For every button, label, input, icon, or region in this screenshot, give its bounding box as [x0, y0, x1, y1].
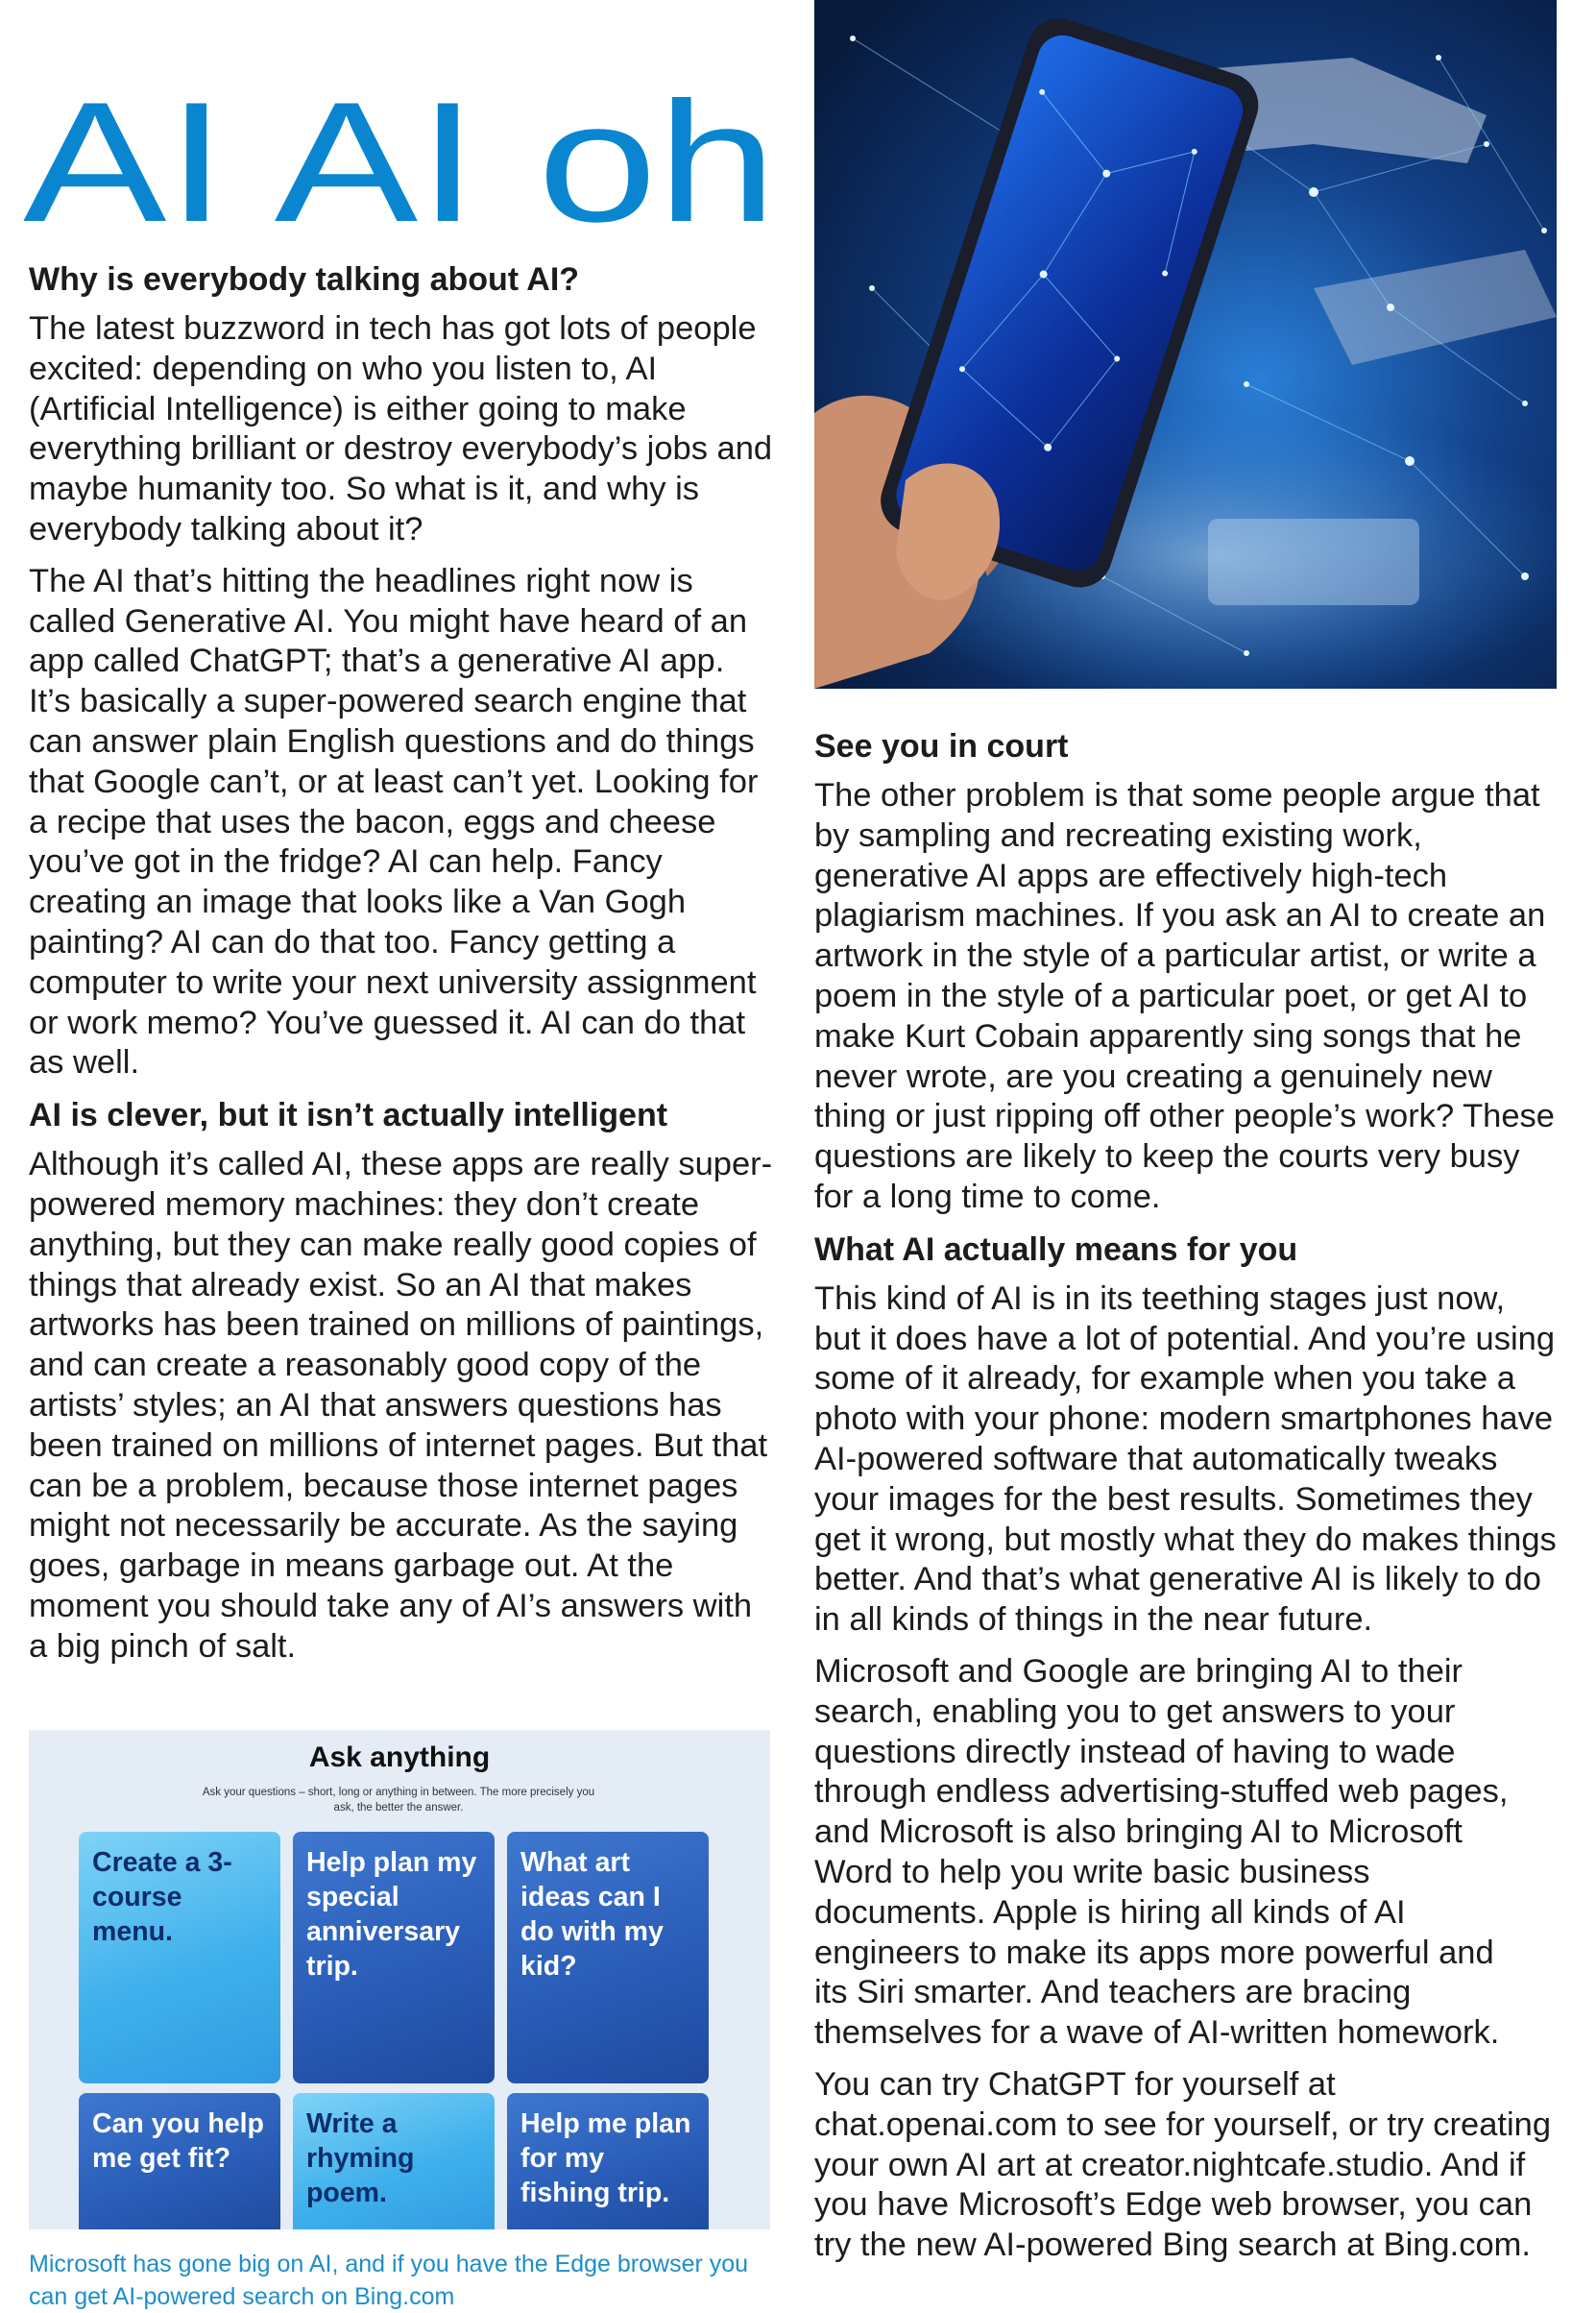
paragraph-try-chatgpt: You can try ChatGPT for yourself at chat.openai.com to see for yourself, or try creating your own AI art at creator.nightcafe.studio. And if you have Microsoft’s Edge web browser, you can try the new AI-powered Bing search at Bing.com. [814, 2065, 1552, 2264]
prompt-tile-3-course-menu[interactable]: Create a 3-course menu. [79, 1832, 280, 2083]
heading-clever-not-intelligent: AI is clever, but it isn’t actually intelligent [29, 1097, 668, 1134]
paragraph-memory-machines: Although it’s called AI, these apps are really super-powered memory machines: they don’t create anything, but they can make really good copies of things that already exist. So an AI that makes artworks has been trained on millions of paintings, and can create a reasonably good copy of the artists’ styles; an AI that answers questions has been trained on millions of internet pages. But that can be a problem, because those internet pages might not necessarily be accurate. As the saying goes, garbage in means garbage out. At the moment you should take any of AI’s answers with a big pinch of salt. [29, 1146, 773, 1665]
ask-anything-subtitle: Ask your questions – short, long or anything in between. The more precisely you ask, the better the answer. [202, 1787, 595, 1814]
paragraph-microsoft-google: Microsoft and Google are bringing AI to their search, enabling you to get answers to your questions directly instead of having to wade through endless advertising-stuffed web pages, and Microsoft is also bringing AI to Microsoft Word to help you write basic business documents. Apple is hiring all kinds of AI engineers to make its apps more powerful and its Siri smarter. And teachers are bracing themselves for a wave of AI-written homework. [814, 1652, 1509, 2052]
prompt-tile-get-fit[interactable]: Can you help me get fit? [79, 2093, 280, 2229]
paragraph-teething-stages: This kind of AI is in its teething stages just now, but it does have a lot of potential. And you’re using some of it already, for example when you take a photo with your phone: modern smartphones have AI-powered software that automatically tweaks your images for the best results. Sometimes they get it wrong, but mostly what they do makes things better. And that’s what generative AI is likely to do in all kinds of things in the near future. [814, 1279, 1557, 1639]
prompt-tile-art-ideas[interactable]: What art ideas can I do with my kid? [507, 1832, 709, 2083]
prompt-tile-rhyming-poem[interactable]: Write a rhyming poem. [293, 2093, 495, 2229]
paragraph-generative-ai: The AI that’s hitting the headlines right now is called Generative AI. You might have heard of an app called ChatGPT; that’s a generative AI app. It’s basically a super-powered search engine that can answer plain English questions and do things that Google can’t, or at least can’t yet. Looking for a recipe that uses the bacon, eggs and cheese you’ve got in the fridge? AI can help. Fancy creating an image that looks like a Van Gogh painting? AI can do that too. Fancy getting a computer to write your next university assignment or work memo? You’ve guessed it. AI can do that as well. [29, 562, 759, 1082]
heading-why-ai: Why is everybody talking about AI? [29, 261, 580, 298]
prompt-tile-anniversary-trip[interactable]: Help plan my special anniversary trip. [293, 1832, 495, 2083]
bing-ask-anything-screenshot [29, 1730, 770, 2229]
page-title-text: AI AI oh [23, 96, 777, 235]
paragraph-intro: The latest buzzword in tech has got lots of people excited: depending on who you listen to, AI (Artificial Intelligence) is either going to make everything brilliant or destroy everybody’s jobs and maybe humanity too. So what is it, and why is everybody talking about it? [29, 310, 773, 548]
heading-what-ai-means: What AI actually means for you [814, 1230, 1298, 1268]
network-phone-illustration [814, 0, 1557, 689]
page-title [23, 96, 782, 235]
ask-anything-title: Ask anything [308, 1741, 491, 1773]
image-caption: Microsoft has gone big on AI, and if you have the Edge browser you can get AI-powered search on Bing.com [29, 2251, 749, 2310]
heading-see-you-in-court: See you in court [814, 728, 1069, 765]
prompt-tile-fishing-trip[interactable]: Help me plan for my fishing trip. [507, 2093, 709, 2229]
hero-image-phone-network [814, 0, 1557, 689]
paragraph-plagiarism: The other problem is that some people argue that by sampling and recreating existing work, generative AI apps are effectively high-tech plagiarism machines. If you ask an AI to create an artwork in the style of a particular artist, or write a poem in the style of a particular poet, or get AI to make Kurt Cobain apparently sing songs that he never wrote, are you creating a genuinely new thing or just ripping off other people’s work? These questions are likely to keep the courts very busy for a long time to come. [814, 777, 1555, 1215]
